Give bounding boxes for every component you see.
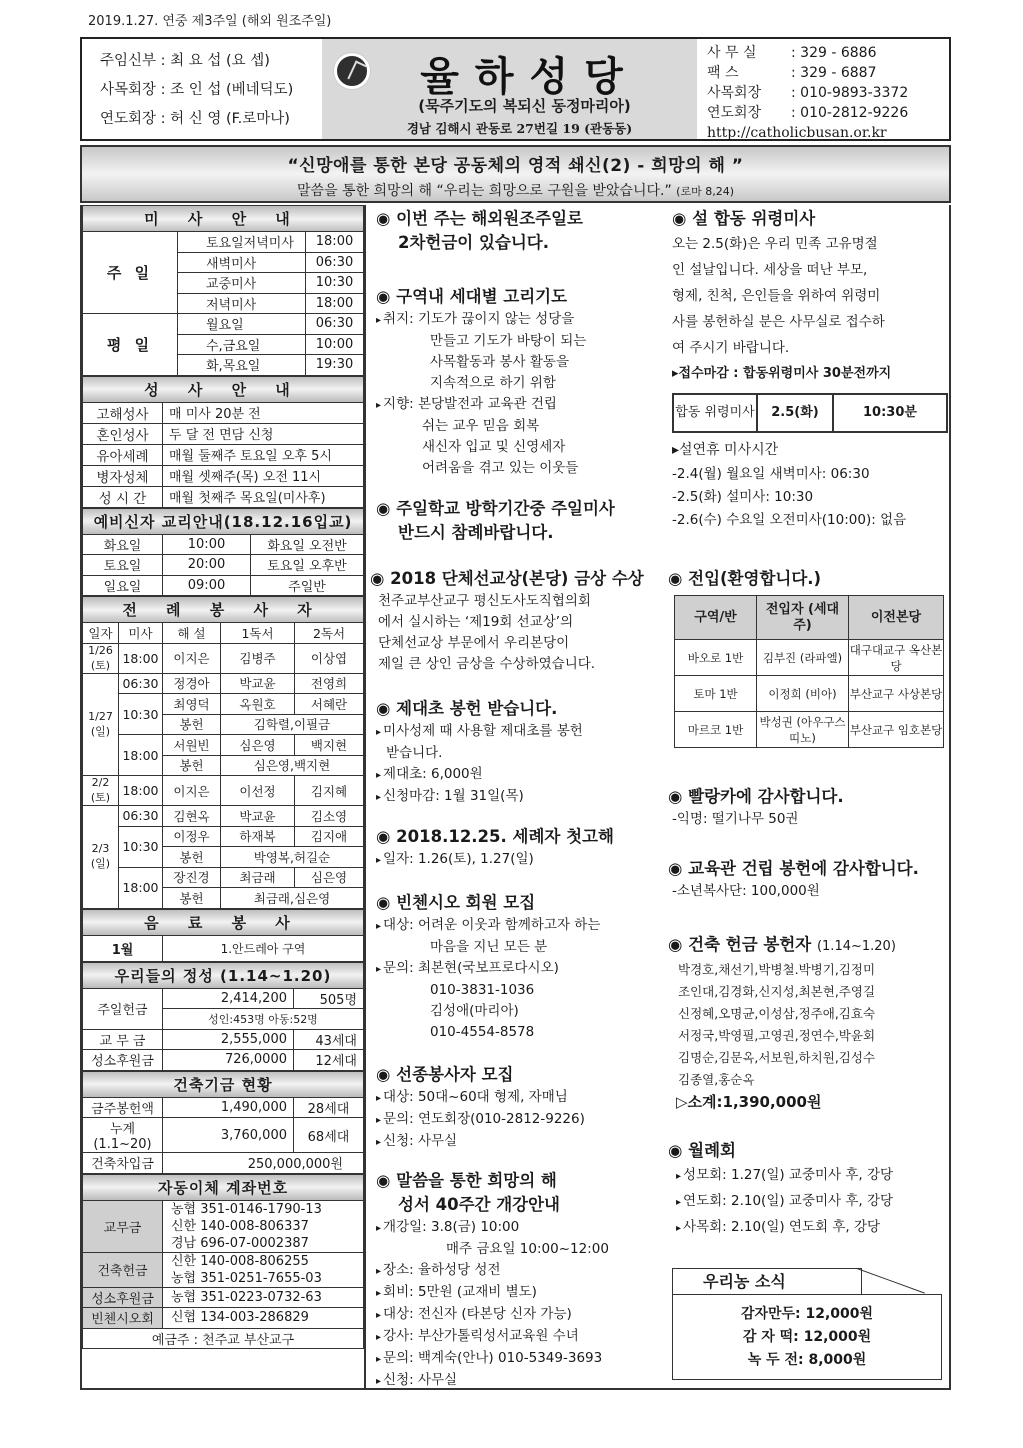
sacrament-heading: 성 사 안 내	[83, 376, 364, 402]
table-row: 토마 1반 이정희 (비아) 부산교구 사상본당	[675, 676, 944, 712]
banner-subtitle: 말씀을 통한 희망의 해 “우리는 희망으로 구원을 받았습니다.” (로마 8,24)	[297, 183, 734, 199]
bank-accounts-table: 자동이체 계좌번호 교무금 농협 351-0146-1790-13 신한 140-008-806337 경남 696-07-0002387 건축헌금 신한 140-008-806255 농협 351-0251-7655-03 성소후원금 농협 351-0223-0732-63 빈첸시오회 신협 134-003-286829 예금주 : 천주교 부산교구	[82, 1174, 364, 1350]
notice-sunday-school: ◉ 주일학교 방학기간중 주일미사 반드시 참례바랍니다.	[376, 499, 615, 542]
offering-table: 우리들의 정성 (1.14~1.20) 주일헌금 2,414,200 505명 성인:453명 아동:52명 교 무 금 2,555,000 43세대 성소후원금 726,0000 12세대	[82, 962, 364, 1071]
contact-fax: 팩 스 : 329 - 6887	[707, 65, 877, 81]
prayer-council-president: 연도회장 : 허 신 영 (F.로마나)	[100, 111, 290, 127]
beverage-heading: 음 료 봉 사	[83, 909, 364, 935]
liturgy-heading: 전 례 봉 사 자	[83, 597, 364, 623]
new-parishioners-table: 구역/반 전입자 (세대주) 이전본당 바오로 1반 김부진 (라파엘) 대구대교구 옥산본당 토마 1반 이정희 (비아) 부산교구 사상본당 마르코 1반 박성권 (아우구스띠노) 부산교구 임호본당	[674, 595, 944, 748]
mass-schedule-heading: 미 사 안 내	[83, 206, 364, 232]
notice-monthly-meetings: ◉ 월례회 ▸ 성모회: 1.27(일) 교중미사 후, 강당 ▸ 연도회: 2.10(일) 교중미사 후, 강당 ▸ 사목회: 2.10(일) 연도회 후, 강당	[668, 1139, 893, 1241]
clergy-list	[82, 39, 322, 139]
liturgy-ministers-table: 전 례 봉 사 자 일자 미사 해 설 1독서 2독서 1/26 (토) 18:00 이지은 김병주 이상엽 1/27 (일) 06:30 정경아 박교윤 전영희 10:30 최영덕 옥원호 서혜란 봉헌 김학렬,이필금 18:00 서원빈 심은영 백지현 봉헌 심은영,백지현 2/2 (토) 18:00 이지은 이선정 김지혜 2/3 (일) 06:30 김현옥 박교윤 김소영 10:30 이정우 하재복 김지애 봉헌 박영복,허길순 18:00 장진경 최금래 심은영 봉헌 최금래,심은영	[82, 596, 364, 909]
notice-new-parishioners: ◉ 전입(환영합니다.) 구역/반 전입자 (세대주) 이전본당 바오로 1반 김부진 (라파엘) 대구대교구 옥산본당 토마 1반 이정희 (비아) 부산교구 사상본당 마르코 1반 박성권 (아우구스띠노) 부산교구 임호본당	[668, 567, 950, 748]
bulletin-header	[80, 37, 951, 141]
church-title-block	[322, 39, 697, 139]
notice-funeral-volunteers: ◉ 선종봉사자 모집 ▸ 대상: 50대~60대 형제, 자매님 ▸ 문의: 연도회장(010-2812-9226) ▸ 신청: 사무실	[376, 1063, 585, 1153]
notice-bible-course: ◉ 말씀을 통한 희망의 해 성서 40주간 개강안내 ▸ 개강일: 3.8(금) 10:00 매주 금요일 10:00~12:00 ▸ 장소: 율하성당 성전 ▸ 회비: 5만원 (교재비 별도) ▸ 대상: 전신자 (타본당 신자 가능) ▸ 강사: 부산가톨릭성서교육원 수녀 ▸ 문의: 백계숙(안나) 010-5349-3693 ▸ 신청: 사무실	[376, 1169, 609, 1392]
mass-schedule-table: 미 사 안 내 주 일 토요일저녁미사 18:00 새벽미사 06:30 교중미사 10:30 저녁미사 18:00 평 일 월요일 06:30 수,금요일 10:00 화,목요일 19:30	[82, 205, 364, 376]
theme-banner	[80, 145, 951, 203]
pastoral-council-president: 사목회장 : 조 인 섭 (베네딕도)	[100, 82, 294, 98]
bank-accounts-heading: 자동이체 계좌번호	[83, 1174, 364, 1200]
building-fund-table: 건축기금 현황 금주봉헌액 1,490,000 28세대 누계(1.1~20) 3,760,000 68세대 건축차입금 250,000,000원	[82, 1071, 364, 1174]
contact-prayer: 연도회장 : 010-2812-9226	[707, 105, 909, 121]
right-column	[666, 205, 951, 1388]
pastor: 주임신부 : 최 요 섭 (요 셉)	[100, 53, 270, 69]
beverage-service-table: 음 료 봉 사 1월 1.안드레아 구역	[82, 909, 364, 962]
contact-list	[697, 39, 949, 139]
offering-heading: 우리들의 정성 (1.14~1.20)	[83, 962, 364, 988]
notice-first-confession: ◉ 2018.12.25. 세례자 첫고해 ▸ 일자: 1.26(토), 1.27(일)	[376, 825, 614, 871]
middle-column	[368, 205, 664, 1388]
table-row: 마르코 1반 박성권 (아우구스띠노) 부산교구 임호본당	[675, 712, 944, 748]
bulletin-body	[80, 205, 951, 1390]
notice-overseas-aid: ◉ 이번 주는 해외원조주일로 2차헌금이 있습니다.	[376, 209, 583, 252]
contact-office: 사 무 실 : 329 - 6886	[707, 45, 877, 61]
bulletin-date: 2019.1.27. 연중 제3주일 (해외 원조주일)	[88, 14, 332, 29]
notice-altar-candles: ◉ 제대초 봉헌 받습니다. ▸ 미사성제 때 사용할 제대초를 봉헌 받습니다. ▸ 제대초: 6,000원 ▸ 신청마감: 1월 31일(목)	[376, 697, 583, 808]
left-column	[82, 205, 366, 1388]
church-address: 경남 김해시 관동로 27번길 19 (관동동)	[406, 121, 633, 136]
contact-pastoral: 사목회장 : 010-9893-3372	[707, 85, 909, 101]
farm-news-items: 감자만두: 12,000원 감 자 떡: 12,000원 녹 두 전: 8,000원	[672, 1294, 942, 1380]
memorial-mass-table: 합동 위령미사 2.5(화) 10:30분	[672, 393, 948, 433]
notice-building-donors: ◉ 건축 헌금 봉헌자 (1.14~1.20) 박경호,채선기,박병철.박병기,김정미 조인대,김경화,신지성,최본현,주영길 신정혜,오명균,이성삼,정주애,김효숙 서정국,박영필,고영권,정연수,박윤회 김명순,김문옥,서보원,하치원,김성수 김종열,홍순옥 ▷소계:1,390,000원	[668, 935, 896, 1111]
table-row: 바오로 1반 김부진 (라파엘) 대구대교구 옥산본당	[675, 640, 944, 676]
church-subtitle: (묵주기도의 복되신 동정마리아)	[418, 97, 631, 115]
notice-vincent-recruit: ◉ 빈첸시오 회원 모집 ▸ 대상: 어려운 이웃과 함께하고자 하는 마음을 지닌 모든 분 ▸ 문의: 최본현(국보프로다시오) 010-3831-1036 김성애(마리아) 010-4554-8578	[376, 891, 600, 1043]
notice-thanks-palanca: ◉ 빨랑카에 감사합니다. -익명: 떨기나무 50권	[668, 787, 844, 827]
catechumen-heading: 예비신자 교리안내(18.12.16입교)	[83, 508, 364, 534]
notice-thanks-education-hall: ◉ 교육관 건립 봉헌에 감사합니다. -소년복사단: 100,000원	[668, 859, 919, 899]
notice-mission-award: ◉ 2018 단체선교상(본당) 금상 수상 천주교부산교구 평신도사도직협의회 에서 실시하는 ‘제19회 선교상’의 단체선교상 부문에서 우리본당이 제일 큰 상인 금상을 수상하였습니다.	[370, 569, 644, 672]
website-link[interactable]: http://catholicbusan.or.kr	[707, 125, 887, 141]
banner-title: “신망애를 통한 본당 공동체의 영적 쇄신(2) - 희망의 해 ”	[287, 156, 744, 176]
notice-chain-prayer: ◉ 구역내 세대별 고리기도 ▸ 취지: 기도가 끊이지 않는 성당을 만들고 기도가 바탕이 되는 사목활동과 봉사 활동을 지속적으로 하기 위함 ▸ 지향: 본당발전과 교육관 건립 쉬는 교우 믿음 회복 새신자 입교 및 신영세자 어려움을 겪고 있는 이웃들	[376, 285, 586, 479]
woori-farm-news	[672, 1268, 942, 1380]
catechumen-table: 예비신자 교리안내(18.12.16입교) 화요일 10:00 화요일 오전반 토요일 20:00 토요일 오후반 일요일 09:00 주일반	[82, 508, 364, 597]
building-fund-heading: 건축기금 현황	[83, 1071, 364, 1097]
church-name: 율하성당	[420, 54, 639, 100]
farm-news-title: 우리농 소식	[672, 1268, 862, 1294]
notice-memorial-mass: ◉ 설 합동 위령미사 오는 2.5(화)은 우리 민족 고유명절 인 설날입니다. 세상을 떠난 부모, 형제, 친척, 은인들을 위하여 위령미 사를 봉헌하실 분은 사무실로 접수하 여 주시기 바랍니다. ▸접수마감 : 합동위령미사 30분전까지 합동 위령미사 2.5(화) 10:30분 ▸설연휴 미사시간 -2.4(월) 월요일 새벽미사: 06:30 -2.5(화) 설미사: 10:30 -2.6(수) 수요일 오전미사(10:00): 없음	[672, 207, 950, 532]
sacrament-table: 성 사 안 내 고해성사 매 미사 20분 전 혼인성사 두 달 전 면담 신청 유아세례 매월 둘째주 토요일 오후 5시 병자성체 매월 셋째주(목) 오전 11시 성 시 간 매월 첫째주 목요일(미사후)	[82, 376, 364, 508]
